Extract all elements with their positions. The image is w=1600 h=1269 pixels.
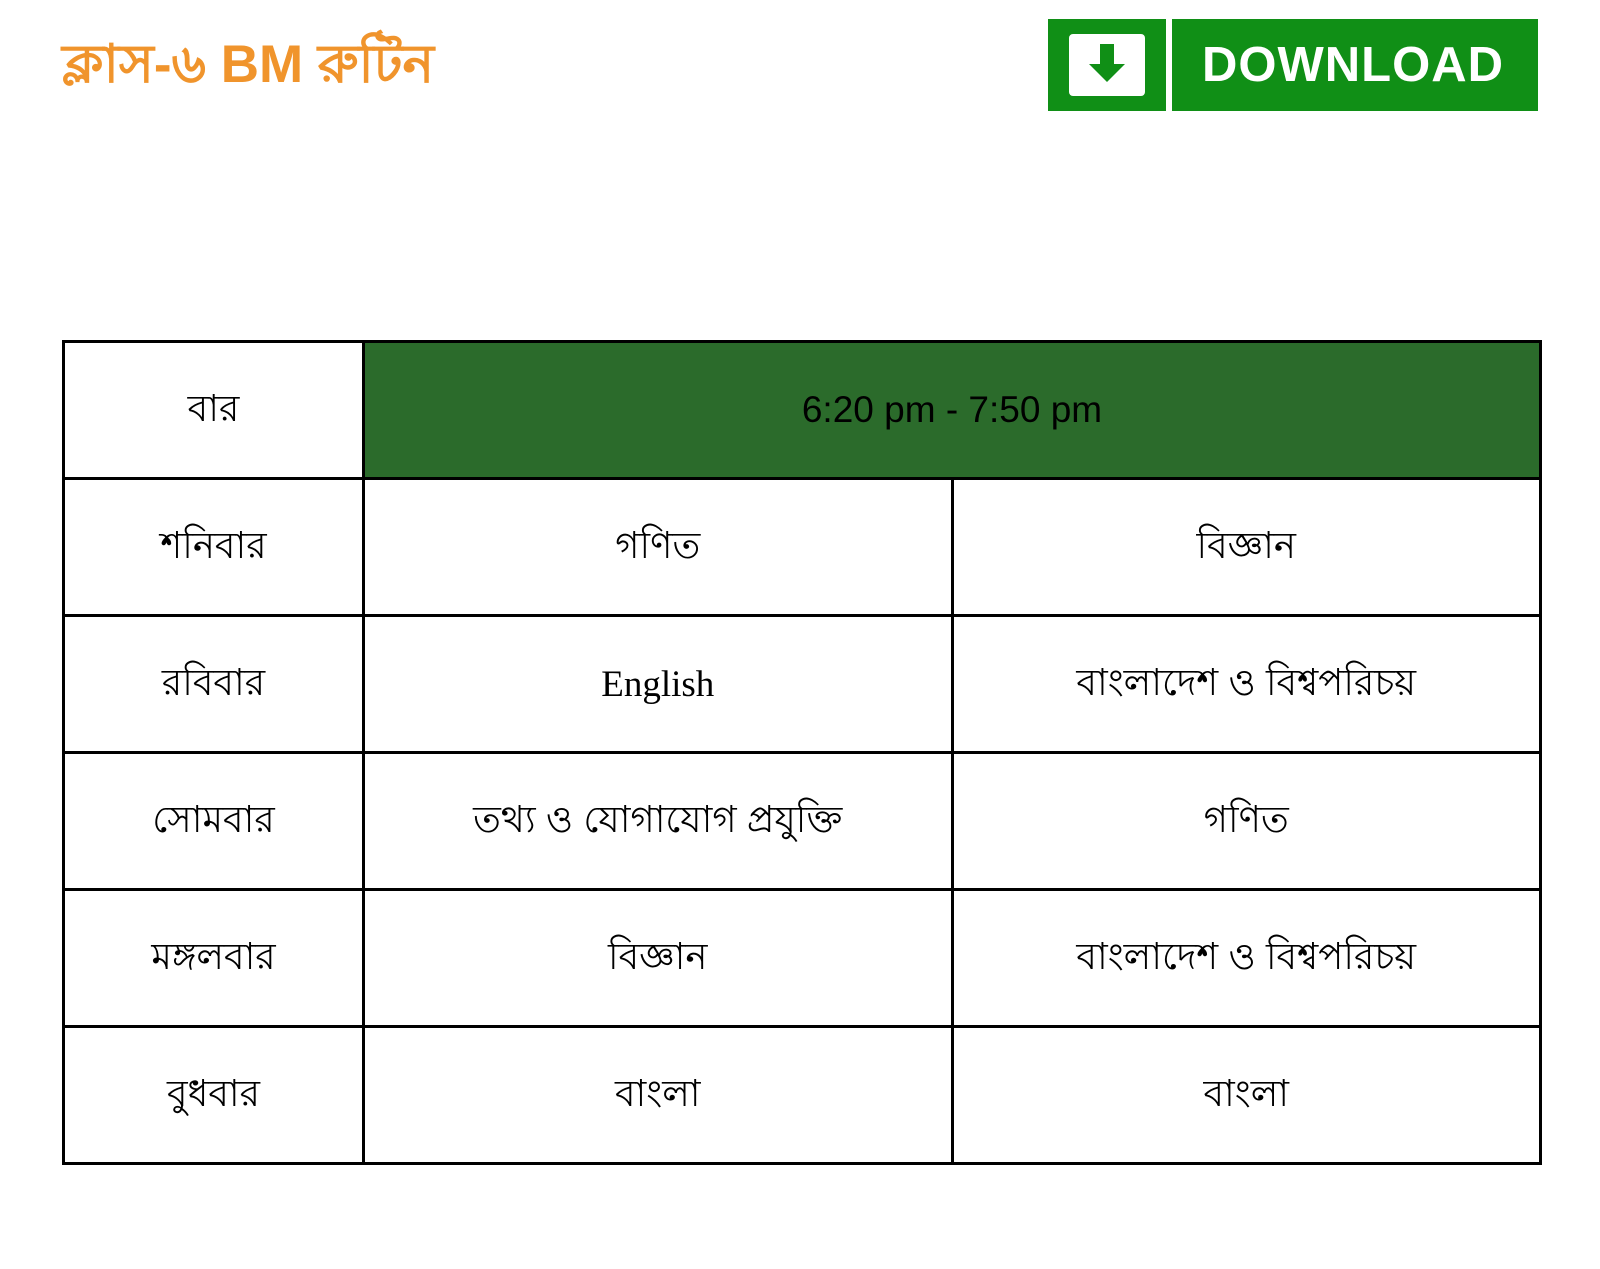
row-slot1-subject: তথ্য ও যোগাযোগ প্রযুক্তি <box>364 753 953 890</box>
row-slot1-subject: গণিত <box>364 479 953 616</box>
row-day-label: সোমবার <box>64 753 364 890</box>
table-row <box>64 753 1541 890</box>
row-day-label: শনিবার <box>64 479 364 616</box>
row-slot1-subject: বিজ্ঞান <box>364 890 953 1027</box>
row-slot1-subject: English <box>364 616 953 753</box>
table-row <box>64 616 1541 753</box>
row-slot2-subject: বাংলাদেশ ও বিশ্বপরিচয় <box>952 890 1541 1027</box>
row-day-label: রবিবার <box>64 616 364 753</box>
table-header-row <box>64 342 1541 479</box>
row-day-label: বুধবার <box>64 1027 364 1164</box>
row-slot2-subject: গণিত <box>952 753 1541 890</box>
page-header <box>0 0 1600 130</box>
page-title: ক্লাস-৬ BM রুটিন <box>62 34 435 94</box>
table-row <box>64 1027 1541 1164</box>
row-slot2-subject: বাংলা <box>952 1027 1541 1164</box>
download-button[interactable] <box>1048 19 1538 111</box>
table-row <box>64 890 1541 1027</box>
row-slot1-subject: বাংলা <box>364 1027 953 1164</box>
download-label[interactable]: DOWNLOAD <box>1172 19 1538 111</box>
header-cell-timeslot: 6:20 pm - 7:50 pm <box>364 342 1541 479</box>
download-arrow-icon <box>1069 34 1145 96</box>
row-slot2-subject: বাংলাদেশ ও বিশ্বপরিচয় <box>952 616 1541 753</box>
row-slot2-subject: বিজ্ঞান <box>952 479 1541 616</box>
row-day-label: মঙ্গলবার <box>64 890 364 1027</box>
header-cell-day: বার <box>64 342 364 479</box>
routine-table <box>62 340 1542 1165</box>
table-row <box>64 479 1541 616</box>
download-icon-box[interactable] <box>1048 19 1166 111</box>
